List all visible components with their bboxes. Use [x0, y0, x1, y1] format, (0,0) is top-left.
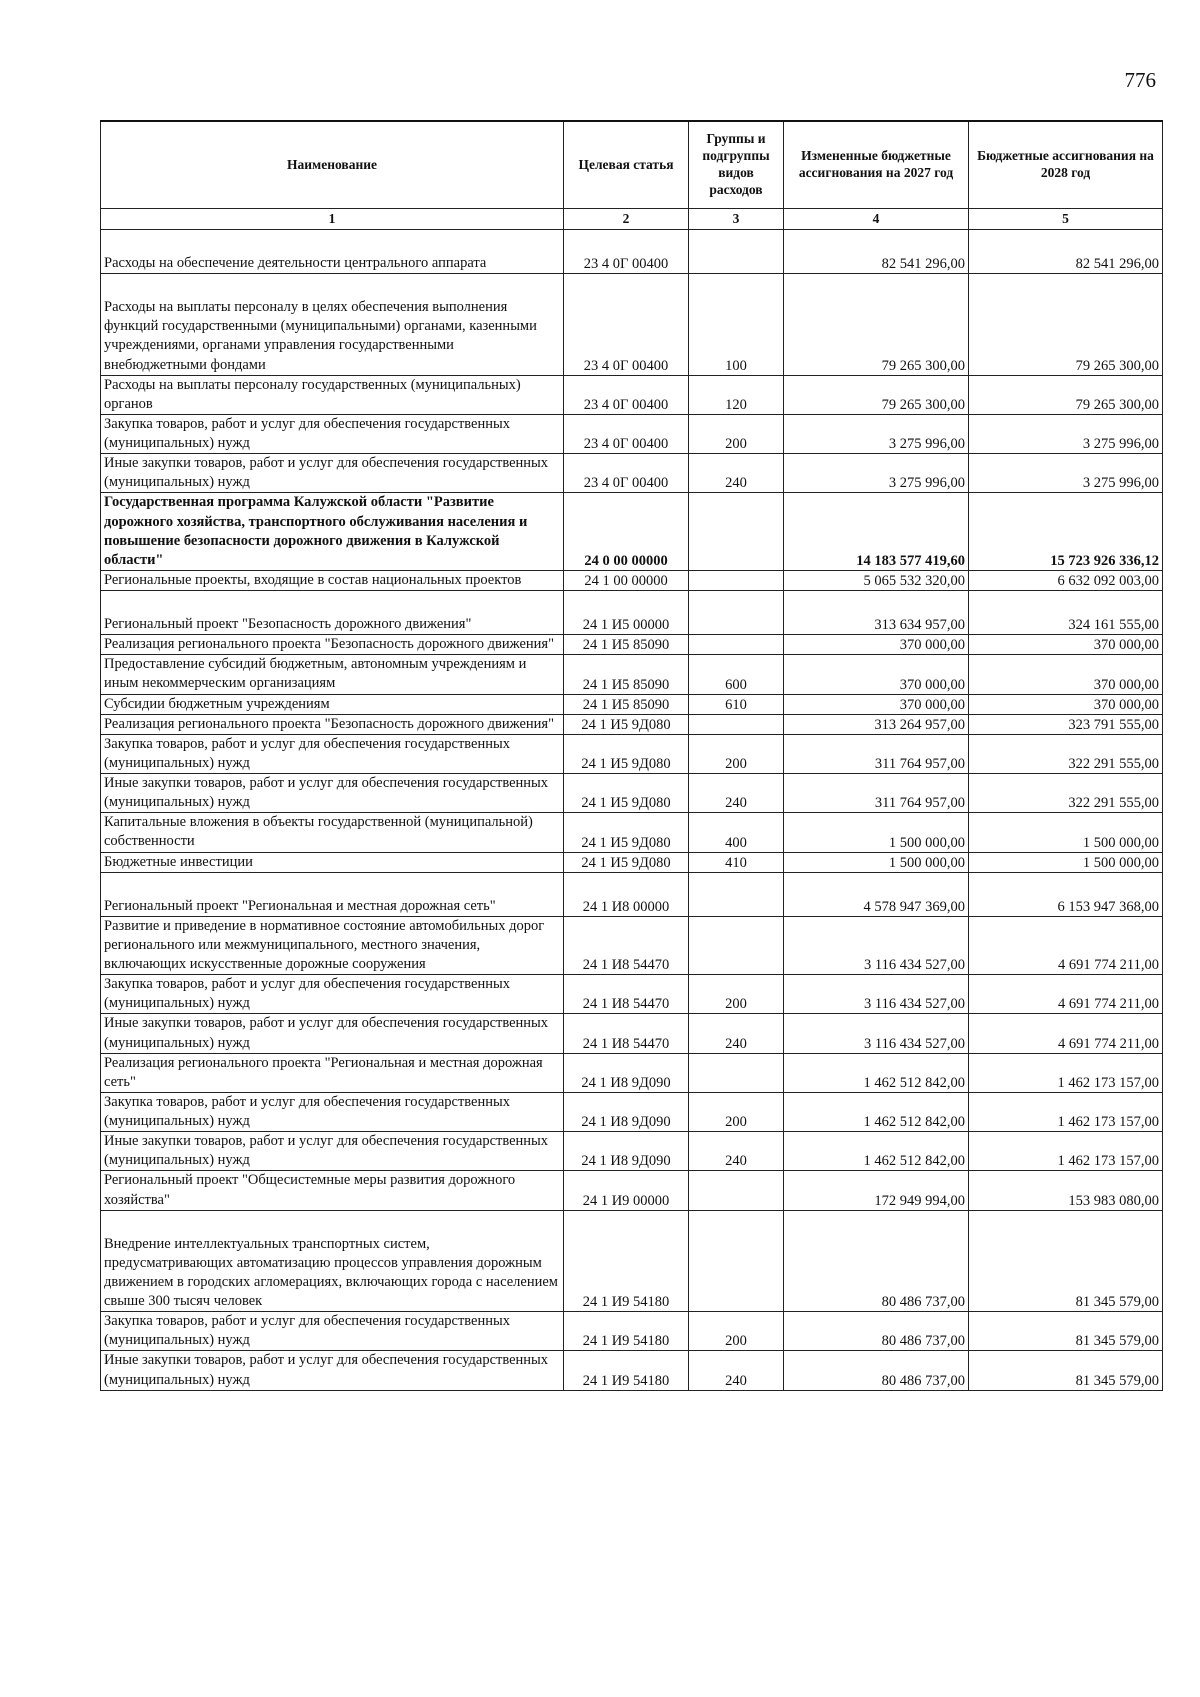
row-amount-2028-cell: 1 500 000,00	[969, 813, 1163, 852]
row-amount-2028-cell: 6 153 947 368,00	[969, 872, 1163, 916]
header-budget-2028: Бюджетные ассигнования на 2028 год	[969, 121, 1163, 209]
row-amount-2028-cell: 79 265 300,00	[969, 274, 1163, 376]
row-name-cell: Иные закупки товаров, работ и услуг для обеспечения государственных (муниципальных) нужд	[101, 454, 564, 493]
row-target-article-cell: 24 1 00 00000	[564, 570, 689, 590]
row-expense-group-cell: 240	[689, 454, 784, 493]
table-row	[101, 414, 1163, 453]
table-body	[101, 230, 1163, 1391]
table-row	[101, 1053, 1163, 1092]
row-expense-group-cell	[689, 916, 784, 974]
row-amount-2027-cell: 1 500 000,00	[784, 852, 969, 872]
row-amount-2028-cell: 4 691 774 211,00	[969, 916, 1163, 974]
row-target-article-cell: 24 1 И8 9Д090	[564, 1053, 689, 1092]
header-target-article: Целевая статья	[564, 121, 689, 209]
row-amount-2028-cell: 79 265 300,00	[969, 375, 1163, 414]
row-expense-group-cell	[689, 872, 784, 916]
column-number: 2	[564, 209, 689, 230]
table-row	[101, 375, 1163, 414]
row-amount-2028-cell: 1 462 173 157,00	[969, 1053, 1163, 1092]
row-amount-2027-cell: 1 462 512 842,00	[784, 1092, 969, 1131]
table-row	[101, 570, 1163, 590]
table-row	[101, 1092, 1163, 1131]
row-amount-2027-cell: 14 183 577 419,60	[784, 493, 969, 571]
row-amount-2028-cell: 1 500 000,00	[969, 852, 1163, 872]
header-expense-group: Группы и подгруппы видов расходов	[689, 121, 784, 209]
row-name-cell: Расходы на выплаты персоналу государственных (муниципальных) органов	[101, 375, 564, 414]
row-amount-2027-cell: 1 462 512 842,00	[784, 1132, 969, 1171]
table-row	[101, 916, 1163, 974]
row-target-article-cell: 24 1 И5 9Д080	[564, 714, 689, 734]
row-expense-group-cell: 200	[689, 1312, 784, 1351]
row-target-article-cell: 24 1 И5 9Д080	[564, 774, 689, 813]
row-amount-2028-cell: 15 723 926 336,12	[969, 493, 1163, 571]
row-amount-2028-cell: 81 345 579,00	[969, 1312, 1163, 1351]
table-row	[101, 1171, 1163, 1210]
budget-table	[100, 120, 1163, 1391]
table-row	[101, 813, 1163, 852]
row-amount-2027-cell: 80 486 737,00	[784, 1312, 969, 1351]
table-row	[101, 734, 1163, 773]
row-target-article-cell: 24 1 И9 00000	[564, 1171, 689, 1210]
row-target-article-cell: 23 4 0Г 00400	[564, 274, 689, 376]
row-amount-2027-cell: 311 764 957,00	[784, 774, 969, 813]
row-target-article-cell: 24 1 И9 54180	[564, 1312, 689, 1351]
row-amount-2028-cell: 4 691 774 211,00	[969, 975, 1163, 1014]
row-target-article-cell: 24 1 И5 85090	[564, 635, 689, 655]
row-expense-group-cell: 240	[689, 774, 784, 813]
row-target-article-cell: 23 4 0Г 00400	[564, 375, 689, 414]
row-expense-group-cell	[689, 591, 784, 635]
row-name-cell: Иные закупки товаров, работ и услуг для обеспечения государственных (муниципальных) нужд	[101, 1132, 564, 1171]
row-target-article-cell: 23 4 0Г 00400	[564, 230, 689, 274]
row-target-article-cell: 24 1 И5 9Д080	[564, 813, 689, 852]
row-name-cell: Иные закупки товаров, работ и услуг для обеспечения государственных (муниципальных) нужд	[101, 774, 564, 813]
row-target-article-cell: 24 1 И8 54470	[564, 975, 689, 1014]
table-row	[101, 714, 1163, 734]
row-amount-2028-cell: 81 345 579,00	[969, 1351, 1163, 1390]
row-name-cell: Закупка товаров, работ и услуг для обеспечения государственных (муниципальных) нужд	[101, 1092, 564, 1131]
row-name-cell: Региональный проект "Общесистемные меры развития дорожного хозяйства"	[101, 1171, 564, 1210]
row-amount-2028-cell: 3 275 996,00	[969, 414, 1163, 453]
row-name-cell: Расходы на выплаты персоналу в целях обеспечения выполнения функций государственными (муниципальными) органами, казенными учреждениями, органами управления государственными внебюджетными фондами	[101, 274, 564, 376]
row-target-article-cell: 24 1 И5 85090	[564, 694, 689, 714]
row-amount-2028-cell: 322 291 555,00	[969, 734, 1163, 773]
row-amount-2027-cell: 313 264 957,00	[784, 714, 969, 734]
row-target-article-cell: 24 1 И8 00000	[564, 872, 689, 916]
row-name-cell: Бюджетные инвестиции	[101, 852, 564, 872]
column-number: 5	[969, 209, 1163, 230]
row-name-cell: Закупка товаров, работ и услуг для обеспечения государственных (муниципальных) нужд	[101, 975, 564, 1014]
row-amount-2027-cell: 172 949 994,00	[784, 1171, 969, 1210]
row-amount-2027-cell: 313 634 957,00	[784, 591, 969, 635]
row-amount-2028-cell: 1 462 173 157,00	[969, 1132, 1163, 1171]
table-row	[101, 274, 1163, 376]
row-amount-2028-cell: 4 691 774 211,00	[969, 1014, 1163, 1053]
row-name-cell: Региональный проект "Региональная и местная дорожная сеть"	[101, 872, 564, 916]
table-row	[101, 852, 1163, 872]
column-number: 3	[689, 209, 784, 230]
table-row	[101, 1132, 1163, 1171]
row-amount-2027-cell: 370 000,00	[784, 655, 969, 694]
row-amount-2027-cell: 5 065 532 320,00	[784, 570, 969, 590]
row-target-article-cell: 24 0 00 00000	[564, 493, 689, 571]
row-target-article-cell: 24 1 И8 9Д090	[564, 1092, 689, 1131]
row-expense-group-cell	[689, 230, 784, 274]
row-name-cell: Закупка товаров, работ и услуг для обеспечения государственных (муниципальных) нужд	[101, 1312, 564, 1351]
row-amount-2028-cell: 1 462 173 157,00	[969, 1092, 1163, 1131]
row-expense-group-cell: 240	[689, 1351, 784, 1390]
row-amount-2027-cell: 1 500 000,00	[784, 813, 969, 852]
row-expense-group-cell	[689, 493, 784, 571]
row-target-article-cell: 24 1 И5 85090	[564, 655, 689, 694]
row-name-cell: Расходы на обеспечение деятельности центрального аппарата	[101, 230, 564, 274]
row-amount-2028-cell: 370 000,00	[969, 635, 1163, 655]
row-expense-group-cell: 240	[689, 1132, 784, 1171]
table-row	[101, 1014, 1163, 1053]
row-name-cell: Реализация регионального проекта "Безопасность дорожного движения"	[101, 714, 564, 734]
table-row	[101, 1351, 1163, 1390]
table-row	[101, 872, 1163, 916]
header-changed-2027: Измененные бюджетные ассигнования на 2027 год	[784, 121, 969, 209]
row-amount-2027-cell: 3 116 434 527,00	[784, 916, 969, 974]
row-expense-group-cell	[689, 714, 784, 734]
row-amount-2028-cell: 81 345 579,00	[969, 1210, 1163, 1312]
row-expense-group-cell: 200	[689, 734, 784, 773]
row-name-cell: Предоставление субсидий бюджетным, автономным учреждениям и иным некоммерческим организациям	[101, 655, 564, 694]
row-expense-group-cell	[689, 1053, 784, 1092]
row-expense-group-cell: 410	[689, 852, 784, 872]
column-number: 1	[101, 209, 564, 230]
row-amount-2027-cell: 370 000,00	[784, 694, 969, 714]
row-expense-group-cell: 200	[689, 414, 784, 453]
row-amount-2028-cell: 324 161 555,00	[969, 591, 1163, 635]
row-amount-2028-cell: 82 541 296,00	[969, 230, 1163, 274]
column-number-row	[101, 209, 1163, 230]
row-name-cell: Закупка товаров, работ и услуг для обеспечения государственных (муниципальных) нужд	[101, 734, 564, 773]
row-amount-2027-cell: 370 000,00	[784, 635, 969, 655]
table-row	[101, 230, 1163, 274]
row-name-cell: Региональный проект "Безопасность дорожного движения"	[101, 591, 564, 635]
row-target-article-cell: 24 1 И8 54470	[564, 1014, 689, 1053]
table-row	[101, 1312, 1163, 1351]
row-amount-2027-cell: 1 462 512 842,00	[784, 1053, 969, 1092]
row-amount-2028-cell: 370 000,00	[969, 694, 1163, 714]
table-row	[101, 493, 1163, 571]
row-amount-2028-cell: 370 000,00	[969, 655, 1163, 694]
row-name-cell: Внедрение интеллектуальных транспортных систем, предусматривающих автоматизацию процессов управления дорожным движением в городских агломерациях, включающих города с населением свыше 300 тысяч человек	[101, 1210, 564, 1312]
row-target-article-cell: 24 1 И8 54470	[564, 916, 689, 974]
row-amount-2027-cell: 79 265 300,00	[784, 274, 969, 376]
row-amount-2028-cell: 3 275 996,00	[969, 454, 1163, 493]
row-name-cell: Государственная программа Калужской области "Развитие дорожного хозяйства, транспортного обслуживания населения и повышение безопасности дорожного движения в Калужской области"	[101, 493, 564, 571]
row-amount-2027-cell: 3 275 996,00	[784, 454, 969, 493]
row-target-article-cell: 24 1 И8 9Д090	[564, 1132, 689, 1171]
row-name-cell: Реализация регионального проекта "Безопасность дорожного движения"	[101, 635, 564, 655]
row-amount-2027-cell: 80 486 737,00	[784, 1210, 969, 1312]
table-row	[101, 975, 1163, 1014]
table-row	[101, 635, 1163, 655]
row-amount-2027-cell: 79 265 300,00	[784, 375, 969, 414]
row-name-cell: Реализация регионального проекта "Региональная и местная дорожная сеть"	[101, 1053, 564, 1092]
row-target-article-cell: 23 4 0Г 00400	[564, 454, 689, 493]
row-expense-group-cell: 610	[689, 694, 784, 714]
row-expense-group-cell: 240	[689, 1014, 784, 1053]
row-expense-group-cell: 200	[689, 1092, 784, 1131]
table-row	[101, 694, 1163, 714]
row-expense-group-cell: 600	[689, 655, 784, 694]
header-name: Наименование	[101, 121, 564, 209]
row-expense-group-cell: 120	[689, 375, 784, 414]
row-amount-2028-cell: 322 291 555,00	[969, 774, 1163, 813]
table-row	[101, 655, 1163, 694]
row-target-article-cell: 23 4 0Г 00400	[564, 414, 689, 453]
row-name-cell: Развитие и приведение в нормативное состояние автомобильных дорог регионального или межмуниципального, местного значения, включающих искусственные дорожные сооружения	[101, 916, 564, 974]
row-name-cell: Иные закупки товаров, работ и услуг для обеспечения государственных (муниципальных) нужд	[101, 1351, 564, 1390]
table-row	[101, 454, 1163, 493]
row-name-cell: Региональные проекты, входящие в состав национальных проектов	[101, 570, 564, 590]
row-expense-group-cell: 200	[689, 975, 784, 1014]
row-target-article-cell: 24 1 И5 9Д080	[564, 852, 689, 872]
table-row	[101, 774, 1163, 813]
table-row	[101, 1210, 1163, 1312]
row-expense-group-cell	[689, 570, 784, 590]
row-amount-2028-cell: 323 791 555,00	[969, 714, 1163, 734]
row-name-cell: Капитальные вложения в объекты государственной (муниципальной) собственности	[101, 813, 564, 852]
row-target-article-cell: 24 1 И5 9Д080	[564, 734, 689, 773]
row-amount-2027-cell: 3 116 434 527,00	[784, 1014, 969, 1053]
column-number: 4	[784, 209, 969, 230]
table-header-row	[101, 121, 1163, 209]
row-expense-group-cell	[689, 1171, 784, 1210]
row-amount-2028-cell: 153 983 080,00	[969, 1171, 1163, 1210]
row-name-cell: Субсидии бюджетным учреждениям	[101, 694, 564, 714]
row-amount-2027-cell: 82 541 296,00	[784, 230, 969, 274]
row-expense-group-cell	[689, 1210, 784, 1312]
row-target-article-cell: 24 1 И9 54180	[564, 1351, 689, 1390]
table-row	[101, 591, 1163, 635]
row-expense-group-cell: 400	[689, 813, 784, 852]
row-expense-group-cell	[689, 635, 784, 655]
row-amount-2027-cell: 3 116 434 527,00	[784, 975, 969, 1014]
row-name-cell: Закупка товаров, работ и услуг для обеспечения государственных (муниципальных) нужд	[101, 414, 564, 453]
row-amount-2027-cell: 311 764 957,00	[784, 734, 969, 773]
row-target-article-cell: 24 1 И5 00000	[564, 591, 689, 635]
row-expense-group-cell: 100	[689, 274, 784, 376]
row-amount-2027-cell: 4 578 947 369,00	[784, 872, 969, 916]
row-amount-2027-cell: 3 275 996,00	[784, 414, 969, 453]
row-amount-2027-cell: 80 486 737,00	[784, 1351, 969, 1390]
row-amount-2028-cell: 6 632 092 003,00	[969, 570, 1163, 590]
row-target-article-cell: 24 1 И9 54180	[564, 1210, 689, 1312]
row-name-cell: Иные закупки товаров, работ и услуг для обеспечения государственных (муниципальных) нужд	[101, 1014, 564, 1053]
page-number: 776	[1124, 68, 1156, 92]
